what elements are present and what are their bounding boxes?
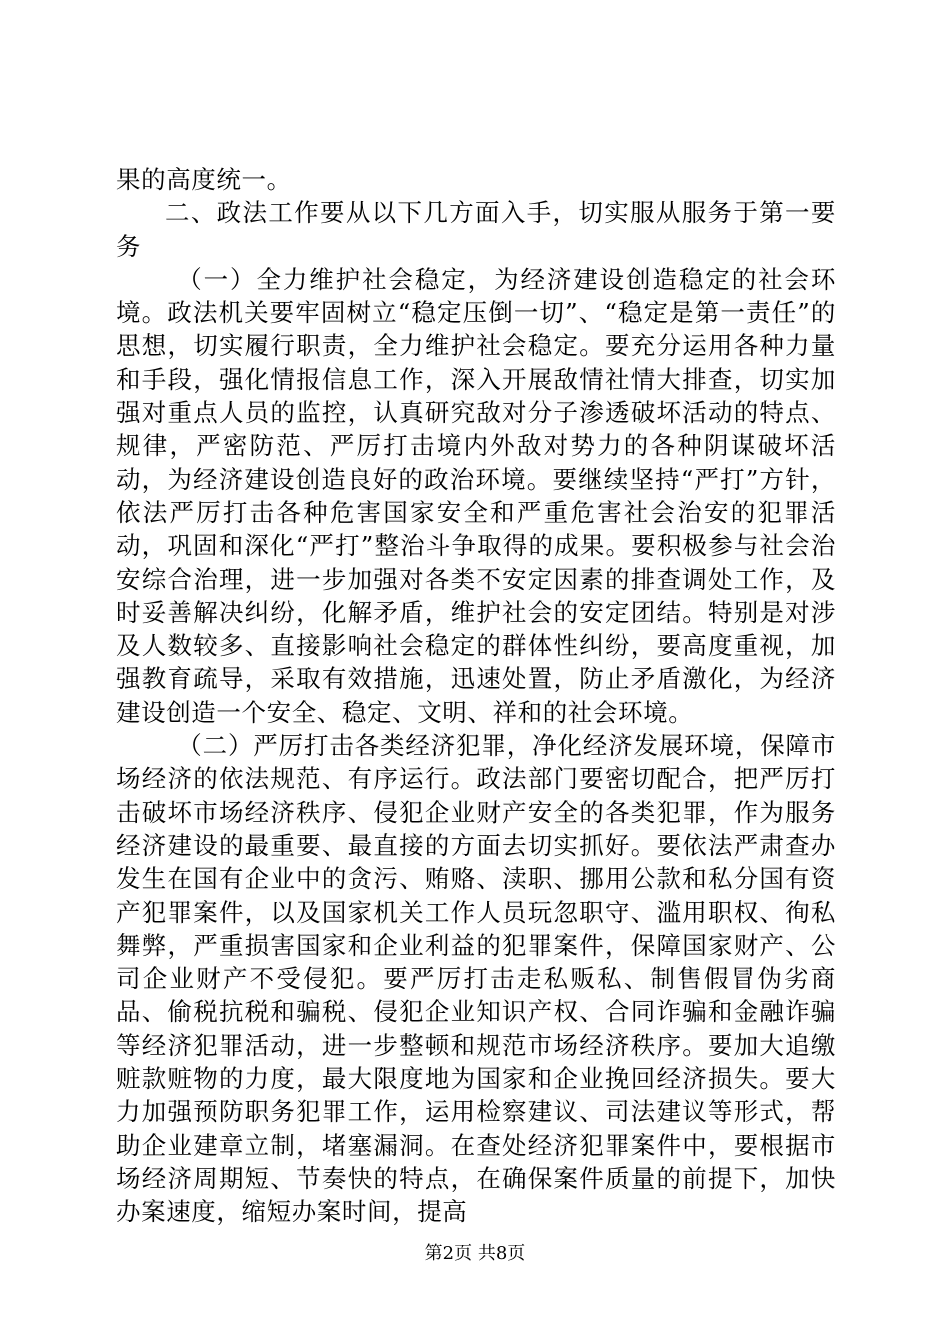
paragraph-subsection-two: （二）严厉打击各类经济犯罪，净化经济发展环境，保障市场经济的依法规范、有序运行。政法部门要密切配合，把严厉打击破坏市场经济秩序、侵犯企业财产安全的各类犯罪，作为服务经济建设的最重要、最直接的方面去切实抓好。要依法严肃查办发生在国有企业中的贪污、贿赂、渎职、挪用公款和私分国有资产犯罪案件，以及国家机关工作人员玩忽职守、滥用职权、徇私舞弊，严重损害国家和企业利益的犯罪案件，保障国家财产、公司企业财产不受侵犯。要严厉打击走私贩私、制售假冒伪劣商品、偷税抗税和骗税、侵犯企业知识产权、合同诈骗和金融诈骗等经济犯罪活动，进一步整顿和规范市场经济秩序。要加大追缴赃款赃物的力度，最大限度地为国家和企业挽回经济损失。要大力加强预防职务犯罪工作，运用检察建议、司法建议等形式，帮助企业建章立制，堵塞漏洞。在查处经济犯罪案件中，要根据市场经济周期短、节奏快的特点，在确保案件质量的前提下，加快办案速度，缩短办案时间，提高	[116, 731, 836, 1227]
paragraph-continuation: 果的高度统一。	[116, 165, 292, 194]
page-number-footer: 第2页 共8页	[424, 1243, 526, 1264]
paragraph-section-heading: 二、政法工作要从以下几方面入手，切实服从服务于第一要务	[116, 198, 836, 261]
document-body	[116, 163, 836, 1229]
paragraph-subsection-one: （一）全力维护社会稳定，为经济建设创造稳定的社会环境。政法机关要牢固树立“稳定压倒一切”、“稳定是第一责任”的思想，切实履行职责，全力维护社会稳定。要充分运用各种力量和手段，强化情报信息工作，深入开展敌情社情大排查，切实加强对重点人员的监控，认真研究敌对分子渗透破坏活动的特点、规律，严密防范、严厉打击境内外敌对势力的各种阴谋破坏活动，为经济建设创造良好的政治环境。要继续坚持“严打”方针，依法严厉打击各种危害国家安全和严重危害社会治安的犯罪活动，巩固和深化“严打”整治斗争取得的成果。要积极参与社会治安综合治理，进一步加强对各类不安定因素的排查调处工作，及时妥善解决纠纷，化解矛盾，维护社会的安定团结。特别是对涉及人数较多、直接影响社会稳定的群体性纠纷，要高度重视，加强教育疏导，采取有效措施，迅速处置，防止矛盾激化，为经济建设创造一个安全、稳定、文明、祥和的社会环境。	[116, 264, 836, 727]
